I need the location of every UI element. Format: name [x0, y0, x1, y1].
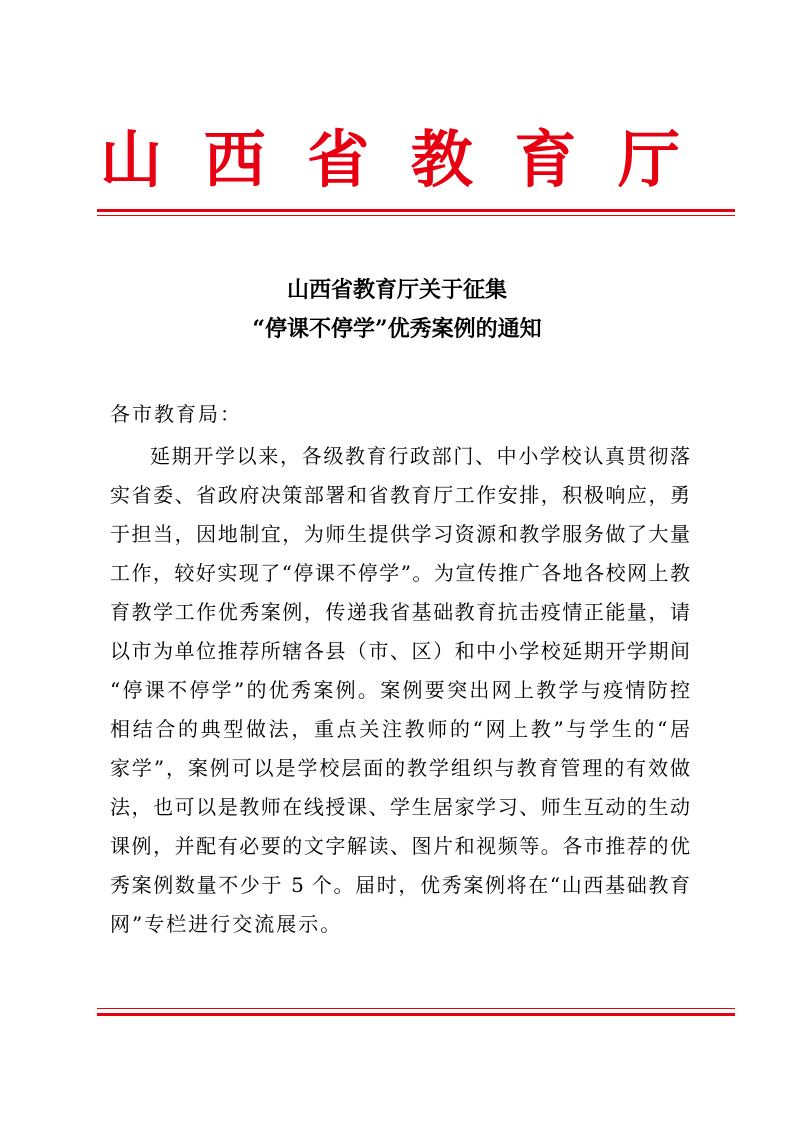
body-line: 工作，较好实现了“停课不停学”。为宣传推广各地各校网上教: [110, 561, 690, 585]
body-line: 延期开学以来，各级教育行政部门、中小学校认真贯彻落: [150, 444, 690, 468]
body-line: 于担当，因地制宜，为师生提供学习资源和教学服务做了大量: [110, 522, 690, 546]
body-line: 法，也可以是教师在线授课、学生居家学习、师生互动的生动: [110, 795, 690, 819]
body-line: 课例，并配有必要的文字解读、图片和视频等。各市推荐的优: [110, 834, 690, 858]
body-line: 实省委、省政府决策部署和省教育厅工作安排，积极响应，勇: [110, 483, 690, 507]
masthead-char: 厅: [617, 123, 680, 196]
header-rule-thin: [97, 215, 735, 216]
footer-rule-thin: [97, 1008, 735, 1009]
document-title-line-2: “停课不停学”优秀案例的通知: [252, 316, 542, 342]
body-line: 相结合的典型做法，重点关注教师的“网上教”与学生的“居: [110, 717, 690, 741]
header-rule-thick: [97, 209, 735, 212]
masthead-char: 教: [410, 123, 473, 196]
masthead-char: 山: [100, 123, 163, 196]
body-line: “停课不停学”的优秀案例。案例要突出网上教学与疫情防控: [110, 678, 690, 702]
document-title-line-1: 山西省教育厅关于征集: [286, 277, 507, 303]
body-line: 以市为单位推荐所辖各县（市、区）和中小学校延期开学期间: [110, 639, 690, 663]
body-line: 家学”，案例可以是学校层面的教学组织与教育管理的有效做: [110, 756, 690, 780]
masthead-org-name: [100, 120, 680, 200]
body-line: 秀案例数量不少于 5 个。届时，优秀案例将在“山西基础教育: [110, 873, 690, 897]
masthead-char: 省: [307, 123, 370, 196]
footer-rule-thick: [97, 1013, 735, 1016]
masthead-char: 育: [514, 123, 577, 196]
body-line: 网”专栏进行交流展示。: [110, 912, 343, 936]
salutation: 各市教育局：: [110, 402, 242, 426]
body-line: 育教学工作优秀案例，传递我省基础教育抗击疫情正能量，请: [110, 600, 690, 624]
masthead-char: 西: [203, 123, 266, 196]
